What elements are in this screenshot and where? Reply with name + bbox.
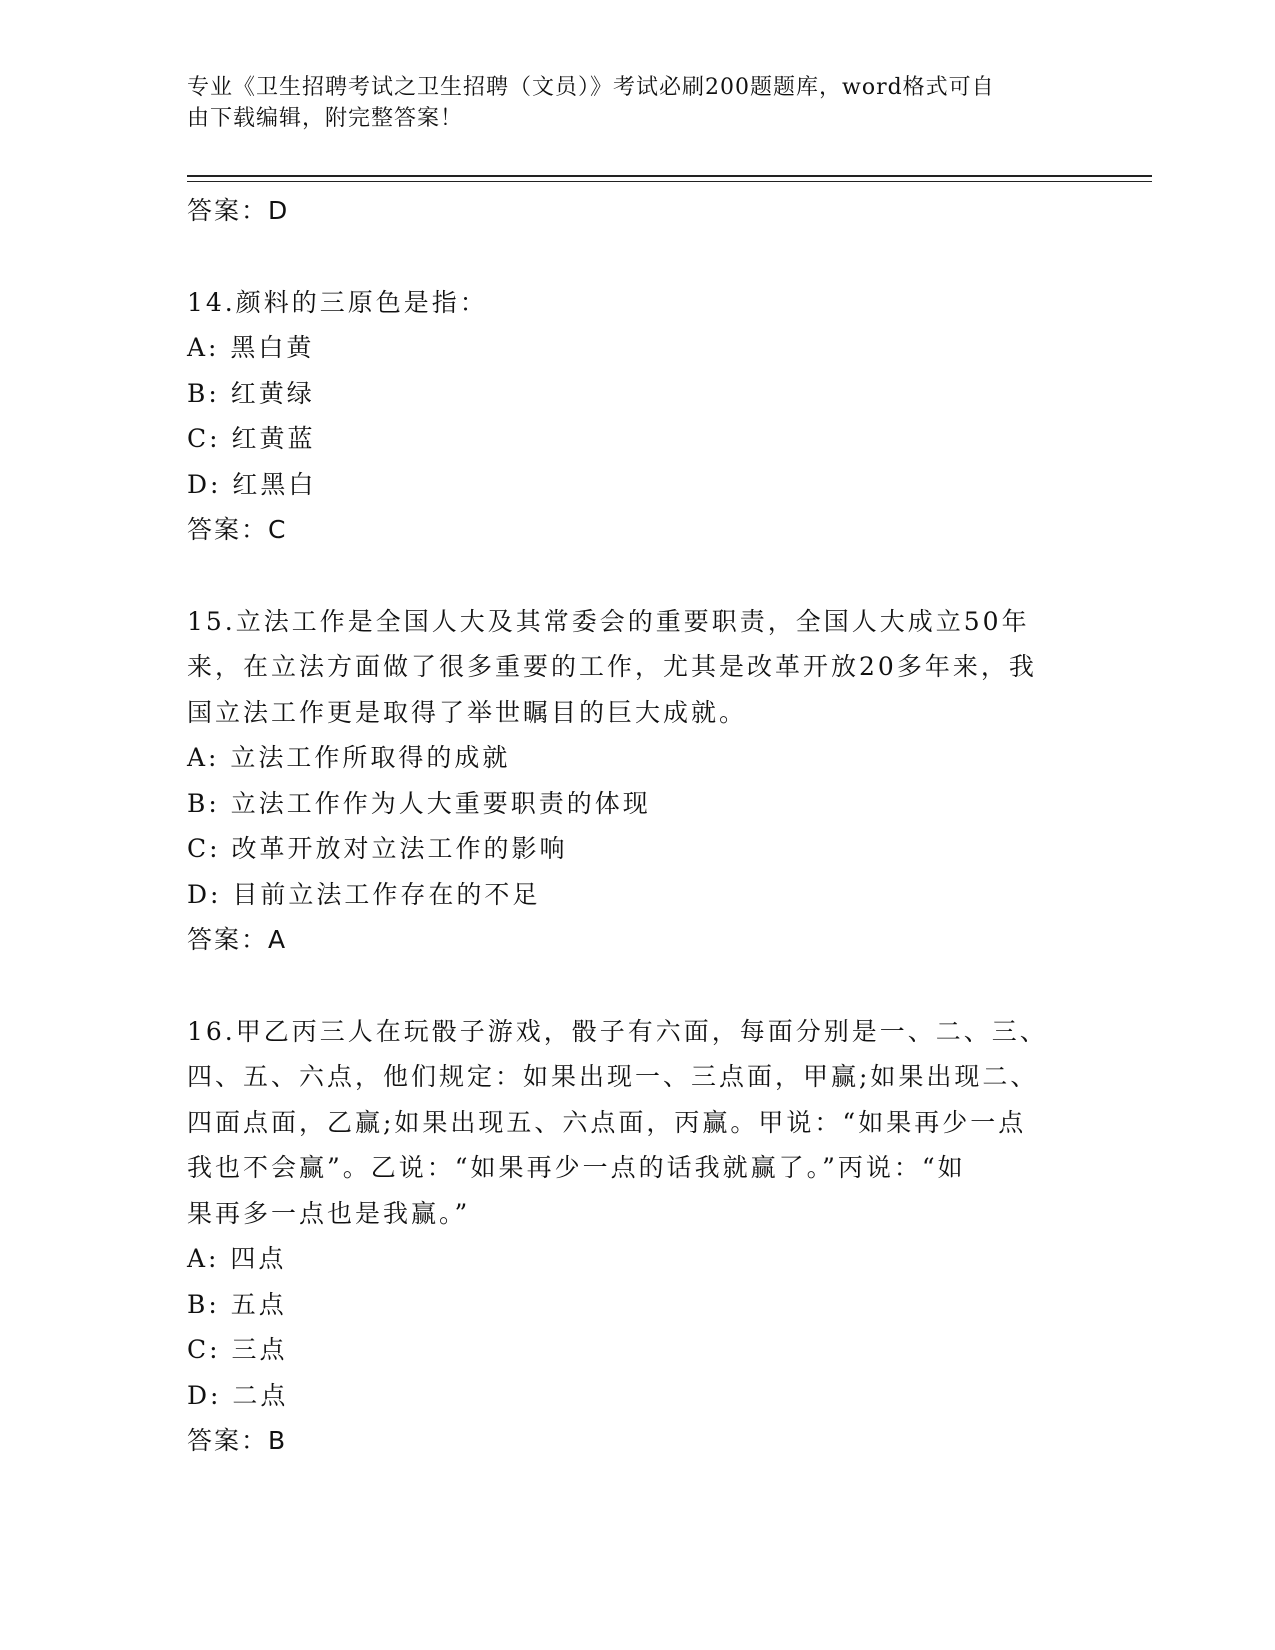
option-a: A: 黑白黄: [187, 333, 315, 362]
answer-line: 答案：A: [187, 925, 288, 954]
header-line-2: 由下载编辑，附完整答案！: [187, 106, 464, 131]
question-block: [187, 1009, 1087, 1464]
option-c: C: 改革开放对立法工作的影响: [187, 834, 568, 863]
question-stem: 果再多一点也是我赢。”: [187, 1198, 471, 1228]
header-rule-thin: [187, 181, 1152, 182]
question-block: [187, 280, 1087, 553]
header-line-1: 专业《卫生招聘考试之卫生招聘（文员）》考试必刷200题题库，word格式可自: [187, 75, 995, 100]
answer-line: 答案：B: [187, 1426, 288, 1455]
question-stem: 四面点面，乙赢;如果出现五、六点面，丙赢。甲说：“如果再少一点: [187, 1107, 1027, 1137]
question-list: [187, 188, 1087, 1464]
question-stem: 四、五、六点，他们规定：如果出现一、三点面，甲赢;如果出现二、: [187, 1062, 1039, 1091]
spacer: [187, 553, 1087, 599]
spacer: [187, 963, 1087, 1009]
question-stem: 14.颜料的三原色是指：: [187, 287, 488, 317]
option-b: B: 红黄绿: [187, 378, 315, 408]
header-rule-thick: [187, 175, 1152, 177]
option-b: B: 立法工作作为人大重要职责的体现: [187, 788, 651, 818]
question-block: [187, 599, 1087, 963]
option-a: A: 四点: [187, 1244, 287, 1273]
answer-line: 答案：D: [187, 196, 290, 225]
option-b: B: 五点: [187, 1289, 287, 1319]
spacer: [187, 234, 1087, 280]
option-d: D: 二点: [187, 1380, 289, 1410]
option-c: C: 红黄蓝: [187, 424, 316, 453]
option-c: C: 三点: [187, 1335, 288, 1364]
question-stem: 来，在立法方面做了很多重要的工作，尤其是改革开放20多年来，我: [187, 652, 1037, 681]
option-d: D: 目前立法工作存在的不足: [187, 879, 541, 909]
question-stem: 16.甲乙丙三人在玩骰子游戏，骰子有六面，每面分别是一、二、三、: [187, 1016, 1048, 1046]
question-stem: 国立法工作更是取得了举世瞩目的巨大成就。: [187, 697, 748, 727]
option-d: D: 红黑白: [187, 469, 317, 499]
question-stem: 15.立法工作是全国人大及其常委会的重要职责，全国人大成立50年: [187, 606, 1030, 636]
question-stem: 我也不会赢”。乙说：“如果再少一点的话我就赢了。”丙说：“如: [187, 1153, 966, 1182]
document-header: [187, 72, 1067, 134]
answer-line: 答案：C: [187, 515, 288, 544]
option-a: A: 立法工作所取得的成就: [187, 743, 511, 772]
